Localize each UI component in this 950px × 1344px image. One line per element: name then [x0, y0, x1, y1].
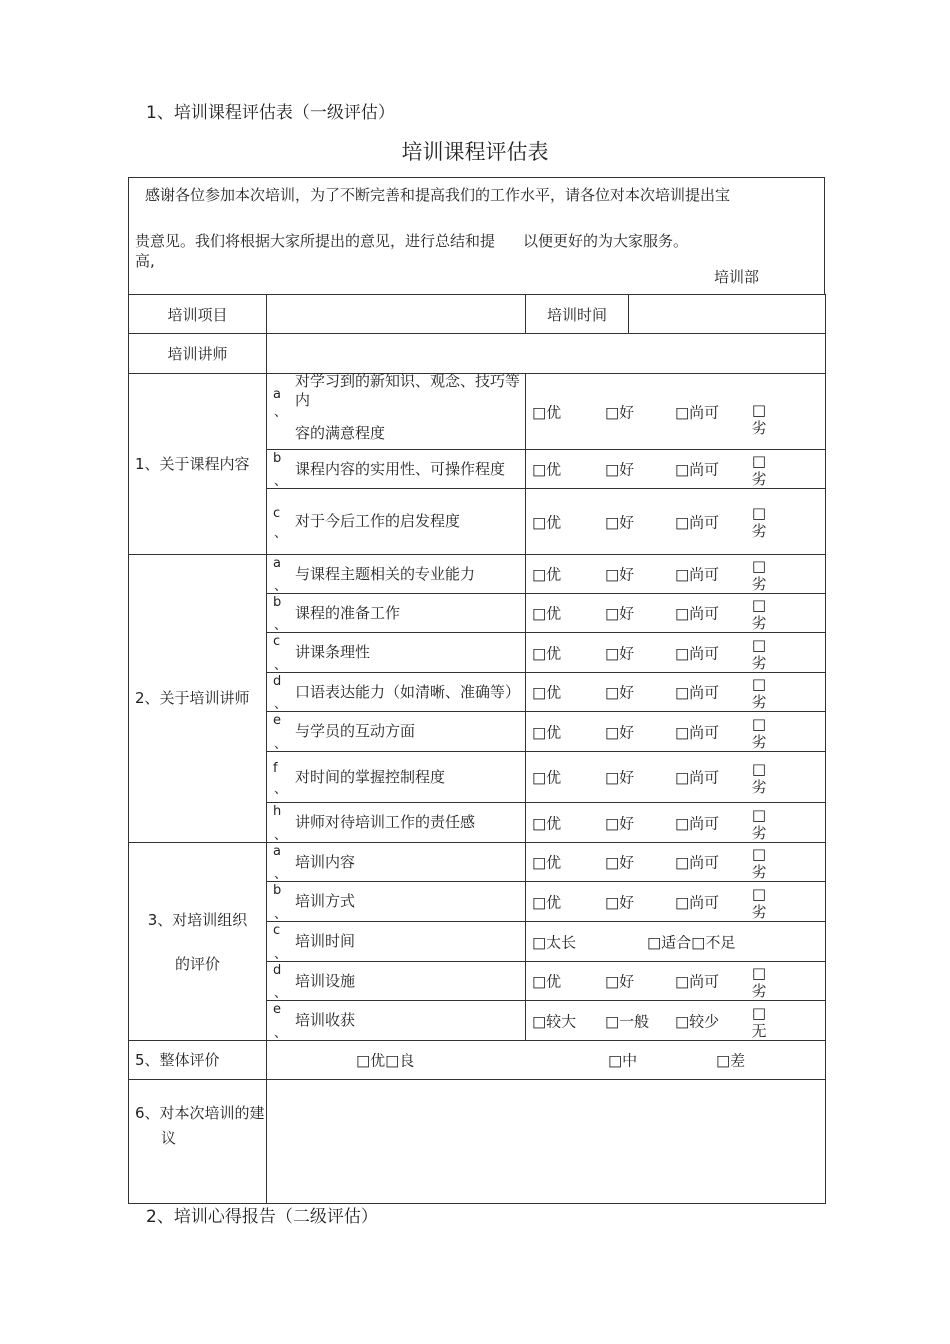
option-poor-label: 劣 — [751, 419, 767, 437]
option-poor-label: 劣 — [751, 903, 767, 921]
org-item-b — [267, 882, 526, 922]
suggestion-label — [129, 1080, 267, 1204]
option-good[interactable]: □好 — [605, 768, 635, 787]
lecturer-item-b — [267, 594, 526, 633]
option-excellent[interactable]: □优 — [532, 403, 562, 421]
item-letter: c — [273, 634, 281, 649]
option-good[interactable]: □好 — [605, 403, 635, 421]
option-suitable-insufficient[interactable]: □适合□不足 — [647, 933, 736, 951]
item-comma: 、 — [274, 907, 288, 922]
option-good[interactable]: □好 — [605, 460, 635, 479]
checkbox-glyph: □ — [751, 504, 767, 522]
item-comma: 、 — [274, 526, 288, 541]
form-title: 培训课程评估表 — [401, 140, 549, 164]
lecturer-item-h — [267, 803, 526, 843]
item-letter: b — [273, 883, 282, 898]
option-poor[interactable] — [746, 806, 772, 842]
option-poor-label: 劣 — [751, 733, 767, 751]
overall-row — [129, 1041, 826, 1080]
rating-options — [526, 450, 826, 489]
project-label: 培训项目 — [129, 295, 267, 334]
item-letter: f — [273, 761, 278, 776]
item-text: 与课程主题相关的专业能力 — [295, 564, 476, 583]
option-medium[interactable]: □中 — [608, 1051, 638, 1070]
item-text-cont: 容的满意程度 — [295, 424, 386, 442]
lecturer-label: 培训讲师 — [129, 334, 267, 374]
item-letter: b — [273, 451, 282, 466]
option-poor[interactable] — [746, 760, 772, 796]
checkbox-glyph: □ — [751, 401, 767, 419]
item-text: 课程内容的实用性、可操作程度 — [295, 459, 506, 478]
option-excellent[interactable]: □优 — [532, 853, 562, 872]
option-fair[interactable]: □尚可 — [675, 513, 720, 531]
item-text: 培训设施 — [295, 971, 356, 990]
rating-options — [526, 962, 826, 1001]
item-letter: c — [273, 506, 281, 521]
overall-options — [267, 1041, 826, 1080]
option-excellent[interactable]: □优 — [532, 723, 562, 741]
option-fair[interactable]: □尚可 — [675, 723, 720, 741]
option-good[interactable]: □好 — [605, 853, 635, 872]
item-text: 口语表达能力（如清晰、准确等） — [295, 682, 521, 701]
section-heading-1: 1、培训课程评估表（一级评估） — [146, 103, 395, 123]
option-poor-label: 劣 — [751, 982, 767, 1000]
org-item-c — [267, 922, 526, 962]
option-excellent[interactable]: □优 — [532, 893, 562, 911]
option-poor-label: 劣 — [751, 693, 767, 711]
lecturer-field[interactable] — [267, 334, 826, 374]
organization-label-line2: 的评价 — [174, 954, 220, 973]
option-good[interactable]: □好 — [605, 565, 635, 584]
option-poor-label: 劣 — [751, 522, 767, 540]
option-good[interactable]: □好 — [605, 723, 635, 741]
item-text: 课程的准备工作 — [295, 603, 401, 622]
option-poor[interactable] — [746, 715, 772, 751]
intro-text-line1: 感谢各位参加本次培训，为了不断完善和提高我们的工作水平，请各位对本次培训提出宝 — [145, 186, 731, 204]
option-fair[interactable]: □尚可 — [675, 814, 720, 832]
checkbox-glyph: □ — [751, 885, 767, 903]
option-poor[interactable] — [746, 636, 772, 672]
option-little[interactable]: □较少 — [675, 1012, 720, 1030]
item-text: 讲课条理性 — [295, 643, 371, 661]
time-label: 培训时间 — [526, 295, 629, 334]
checkbox-glyph: □ — [751, 760, 767, 778]
option-average[interactable]: □一般 — [605, 1012, 650, 1030]
item-text: 培训内容 — [295, 852, 356, 871]
option-good[interactable]: □好 — [605, 644, 635, 662]
checkbox-glyph: □ — [751, 806, 767, 824]
item-letter: a — [273, 556, 281, 571]
option-good[interactable]: □好 — [605, 893, 635, 911]
rating-options — [526, 803, 826, 843]
option-fair[interactable]: □尚可 — [675, 644, 720, 662]
lecturer-item-e — [267, 712, 526, 752]
option-poor[interactable] — [746, 557, 772, 593]
item-text: 与学员的互动方面 — [295, 722, 416, 740]
course-item-b — [267, 450, 526, 489]
project-field[interactable] — [267, 295, 526, 334]
rating-options — [526, 843, 826, 882]
rating-options — [526, 712, 826, 752]
item-comma: 、 — [274, 405, 288, 420]
item-letter: a — [273, 387, 281, 402]
info-row-project — [129, 295, 826, 334]
gain-rating-options — [526, 1001, 826, 1041]
option-poor[interactable] — [746, 504, 772, 540]
lecturer-item-f — [267, 752, 526, 803]
intro-text-line2a: 贵意见。我们将根据大家所提出的意见，进行总结和提 — [135, 232, 496, 250]
item-comma: 、 — [274, 737, 288, 752]
item-letter: a — [273, 844, 281, 859]
item-comma: 、 — [274, 782, 288, 797]
suggestion-row — [129, 1080, 826, 1204]
checkbox-glyph: □ — [751, 845, 767, 863]
option-good[interactable]: □好 — [605, 513, 635, 531]
option-excellent[interactable]: □优 — [532, 604, 562, 623]
rating-options — [526, 555, 826, 594]
org-item-d — [267, 962, 526, 1001]
option-fair[interactable]: □尚可 — [675, 972, 720, 991]
item-text: 培训时间 — [295, 932, 356, 950]
checkbox-glyph: □ — [751, 557, 767, 575]
rating-options — [526, 882, 826, 922]
time-field[interactable] — [629, 295, 826, 334]
course-section-label: 1、关于课程内容 — [129, 374, 267, 555]
checkbox-glyph: □ — [751, 675, 767, 693]
item-letter: b — [273, 595, 282, 610]
item-comma: 、 — [274, 986, 288, 1001]
lecturer-item-a — [267, 555, 526, 594]
item-letter: c — [273, 923, 281, 938]
intro-text-line2 — [135, 230, 688, 251]
item-letter: h — [273, 804, 282, 819]
option-good[interactable]: □好 — [605, 683, 635, 702]
option-poor[interactable] — [746, 964, 772, 1000]
option-none[interactable] — [746, 1004, 772, 1040]
intro-signature: 培训部 — [714, 268, 760, 286]
overall-label: 5、整体评价 — [129, 1041, 267, 1080]
option-poor-label: 劣 — [751, 470, 767, 488]
intro-text-line2b: 以便更好的为大家服务。 — [523, 232, 689, 250]
section-heading-2: 2、培训心得报告（二级评估） — [146, 1207, 378, 1227]
option-poor-label: 劣 — [751, 614, 767, 632]
item-comma: 、 — [274, 828, 288, 843]
rating-options — [526, 374, 826, 450]
item-text: 对时间的掌握控制程度 — [295, 767, 446, 786]
option-good[interactable]: □好 — [605, 972, 635, 991]
item-letter: e — [273, 713, 281, 728]
item-comma: 、 — [274, 474, 288, 489]
suggestion-label-line1: 6、对本次培训的建 — [135, 1104, 265, 1122]
checkbox-glyph: □ — [751, 636, 767, 654]
lecturer-item-c — [267, 633, 526, 673]
option-excellent[interactable]: □优 — [532, 768, 562, 787]
option-excellent[interactable]: □优 — [532, 814, 562, 832]
option-excellent[interactable]: □优 — [532, 644, 562, 662]
rating-options — [526, 752, 826, 803]
lecturer-section-label: 2、关于培训讲师 — [129, 555, 267, 843]
option-poor-label: 劣 — [751, 575, 767, 593]
org-item-e — [267, 1001, 526, 1041]
item-comma: 、 — [274, 579, 288, 594]
item-comma: 、 — [274, 658, 288, 673]
option-excellent[interactable]: □优 — [532, 972, 562, 991]
item-text: 对学习到的新知识、观念、技巧等内 — [295, 372, 521, 409]
item-text: 讲师对待培训工作的责任感 — [295, 813, 476, 831]
checkbox-glyph: □ — [751, 964, 767, 982]
rating-options — [526, 594, 826, 633]
option-poor[interactable] — [746, 885, 772, 921]
checkbox-glyph: □ — [751, 1004, 767, 1022]
option-poor[interactable] — [746, 845, 772, 881]
item-letter: e — [273, 1002, 281, 1017]
option-fair[interactable]: □尚可 — [675, 403, 720, 421]
evaluation-table — [128, 294, 826, 1204]
checkbox-glyph: □ — [751, 596, 767, 614]
option-too-long[interactable]: □太长 — [532, 933, 577, 951]
option-fair[interactable]: □尚可 — [675, 565, 720, 584]
option-poor-label: 劣 — [751, 863, 767, 881]
item-comma: 、 — [274, 618, 288, 633]
item-text: 对于今后工作的启发程度 — [295, 512, 461, 530]
option-none-label: 无 — [751, 1022, 767, 1040]
option-poor[interactable]: □差 — [716, 1051, 746, 1070]
option-poor-label: 劣 — [751, 824, 767, 842]
item-comma: 、 — [274, 867, 288, 882]
intro-box — [128, 177, 825, 295]
info-row-lecturer — [129, 334, 826, 374]
course-item-c — [267, 489, 526, 555]
option-large[interactable]: □较大 — [532, 1012, 577, 1030]
option-good[interactable]: □好 — [605, 604, 635, 623]
item-comma: 、 — [274, 1026, 288, 1041]
option-excellent[interactable]: □优 — [532, 683, 562, 702]
item-letter: d — [273, 674, 282, 689]
time-rating-options — [526, 922, 826, 962]
option-good[interactable]: □好 — [605, 814, 635, 832]
option-poor[interactable] — [746, 452, 772, 488]
item-text: 培训收获 — [295, 1011, 356, 1029]
option-excellent[interactable]: □优 — [532, 513, 562, 531]
checkbox-glyph: □ — [751, 715, 767, 733]
organization-section-label — [129, 843, 267, 1041]
option-poor-label: 劣 — [751, 654, 767, 672]
option-fair[interactable]: □尚可 — [675, 853, 720, 872]
item-comma: 、 — [274, 947, 288, 962]
intro-text-line3: 高, — [135, 252, 155, 270]
option-fair[interactable]: □尚可 — [675, 604, 720, 623]
rating-options — [526, 673, 826, 712]
suggestion-label-line2: 议 — [161, 1129, 177, 1147]
option-excellent-good[interactable]: □优□良 — [356, 1051, 415, 1070]
option-excellent[interactable]: □优 — [532, 460, 562, 479]
item-comma: 、 — [274, 697, 288, 712]
option-fair[interactable]: □尚可 — [675, 460, 720, 479]
suggestion-field[interactable] — [267, 1080, 826, 1204]
org-item-a — [267, 843, 526, 882]
org-row-a — [129, 843, 826, 882]
checkbox-glyph: □ — [751, 452, 767, 470]
rating-options — [526, 489, 826, 555]
option-fair[interactable]: □尚可 — [675, 683, 720, 702]
option-poor[interactable] — [746, 675, 772, 711]
lecturer-item-d — [267, 673, 526, 712]
option-fair[interactable]: □尚可 — [675, 768, 720, 787]
option-poor[interactable] — [746, 401, 772, 437]
course-row-a — [129, 374, 826, 450]
option-poor-label: 劣 — [751, 778, 767, 796]
item-text: 培训方式 — [295, 892, 356, 910]
option-excellent[interactable]: □优 — [532, 565, 562, 584]
item-letter: d — [273, 963, 282, 978]
lecturer-row-a — [129, 555, 826, 594]
organization-label-line1: 3、对培训组织 — [147, 910, 248, 929]
option-fair[interactable]: □尚可 — [675, 893, 720, 911]
rating-options — [526, 633, 826, 673]
option-poor[interactable] — [746, 596, 772, 632]
course-item-a — [267, 374, 526, 450]
